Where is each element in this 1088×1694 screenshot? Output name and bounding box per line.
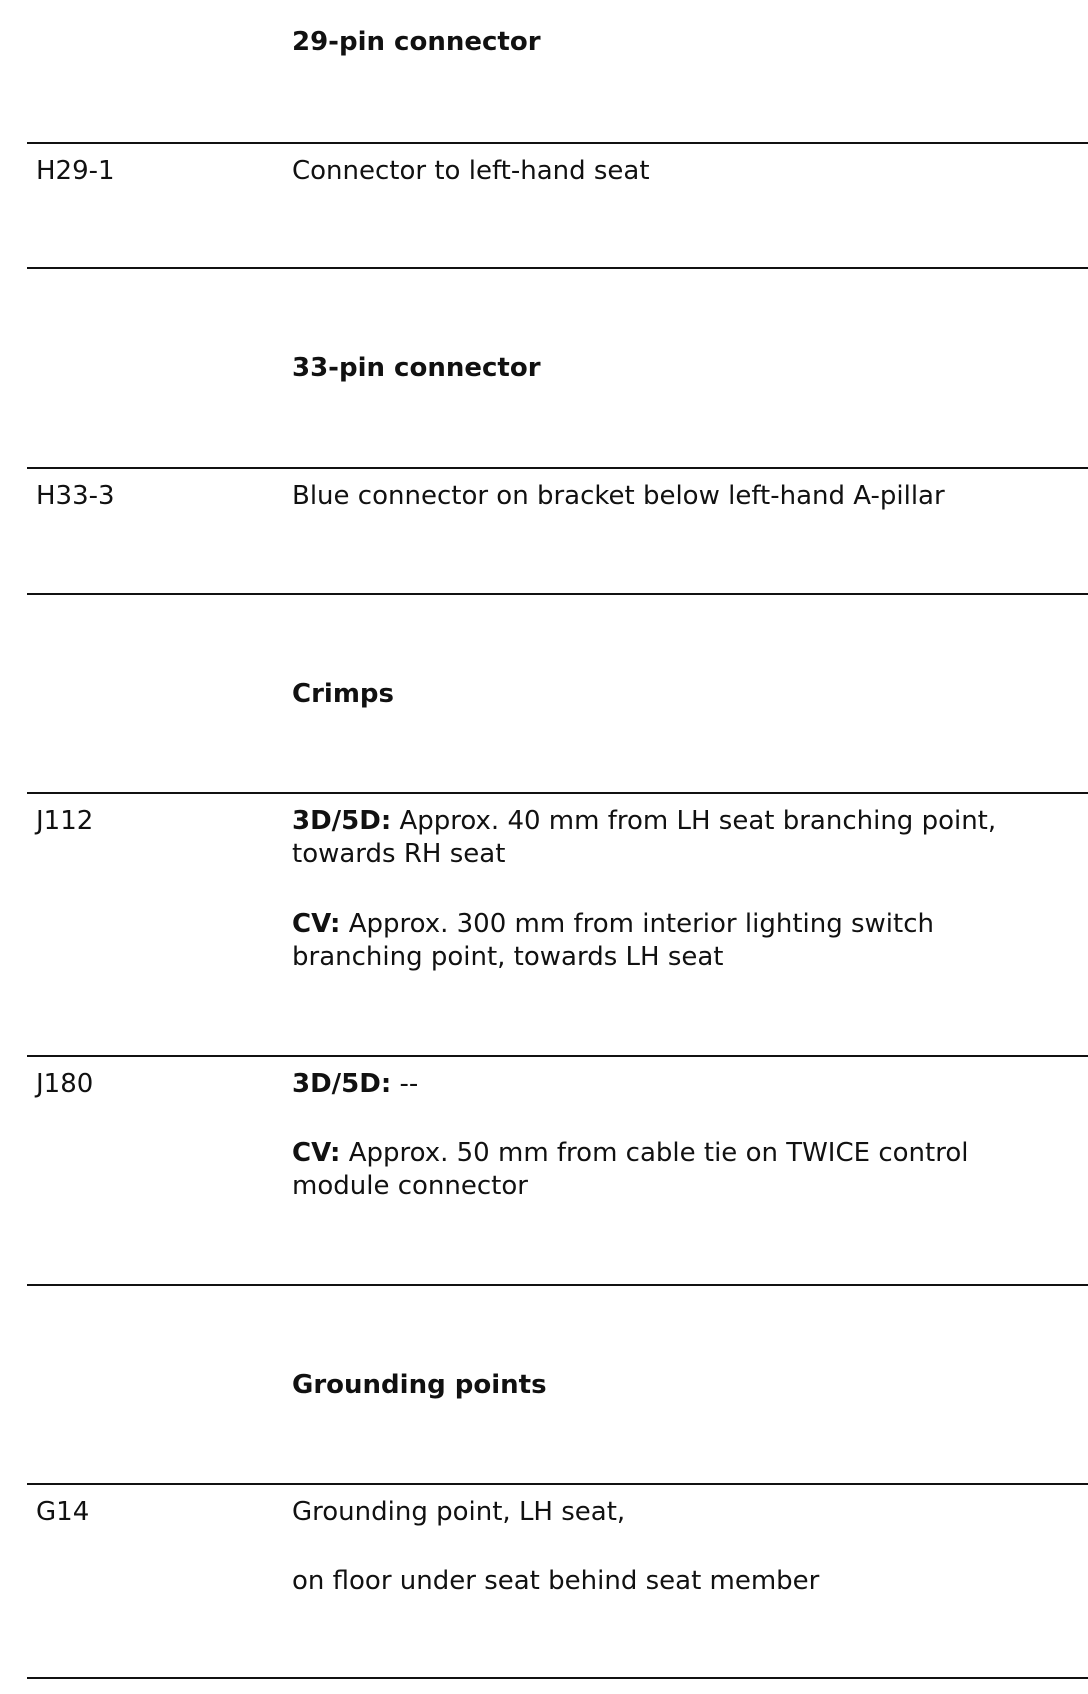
variant-description <box>292 1068 418 1100</box>
variant-text-continued: towards RH seat <box>292 839 506 869</box>
variant-text-continued: branching point, towards LH seat <box>292 942 724 972</box>
table-rule <box>27 792 1088 794</box>
variant-label: 3D/5D: <box>292 806 392 836</box>
component-code: J180 <box>36 1069 94 1099</box>
variant-text: Approx. 40 mm from LH seat branching point, <box>391 806 997 836</box>
table-rule <box>27 467 1088 469</box>
component-code: H29-1 <box>36 156 115 186</box>
component-code: H33-3 <box>36 481 115 511</box>
table-rule <box>27 1055 1088 1057</box>
variant-label: 3D/5D: <box>292 1069 392 1099</box>
table-rule <box>27 593 1088 595</box>
variant-text: Approx. 300 mm from interior lighting switch <box>340 909 934 939</box>
table-rule <box>27 267 1088 269</box>
section-heading: 29-pin connector <box>292 27 541 57</box>
section-heading: Grounding points <box>292 1370 547 1400</box>
component-description: Blue connector on bracket below left-hand A-pillar <box>292 481 945 511</box>
table-rule <box>27 1677 1088 1679</box>
table-rule <box>27 142 1088 144</box>
component-description: Grounding point, LH seat, <box>292 1497 626 1527</box>
variant-text-continued: module connector <box>292 1171 528 1201</box>
component-description: on floor under seat behind seat member <box>292 1566 820 1596</box>
component-code: G14 <box>36 1497 90 1527</box>
variant-text: -- <box>391 1069 419 1099</box>
variant-label: CV: <box>292 1138 341 1168</box>
table-rule <box>27 1284 1088 1286</box>
variant-label: CV: <box>292 909 341 939</box>
variant-description <box>292 908 934 940</box>
variant-description <box>292 1137 968 1169</box>
component-description: Connector to left-hand seat <box>292 156 650 186</box>
component-code: J112 <box>36 806 94 836</box>
variant-description <box>292 805 996 837</box>
section-heading: Crimps <box>292 679 394 709</box>
table-rule <box>27 1483 1088 1485</box>
section-heading: 33-pin connector <box>292 353 541 383</box>
variant-text: Approx. 50 mm from cable tie on TWICE control <box>340 1138 969 1168</box>
